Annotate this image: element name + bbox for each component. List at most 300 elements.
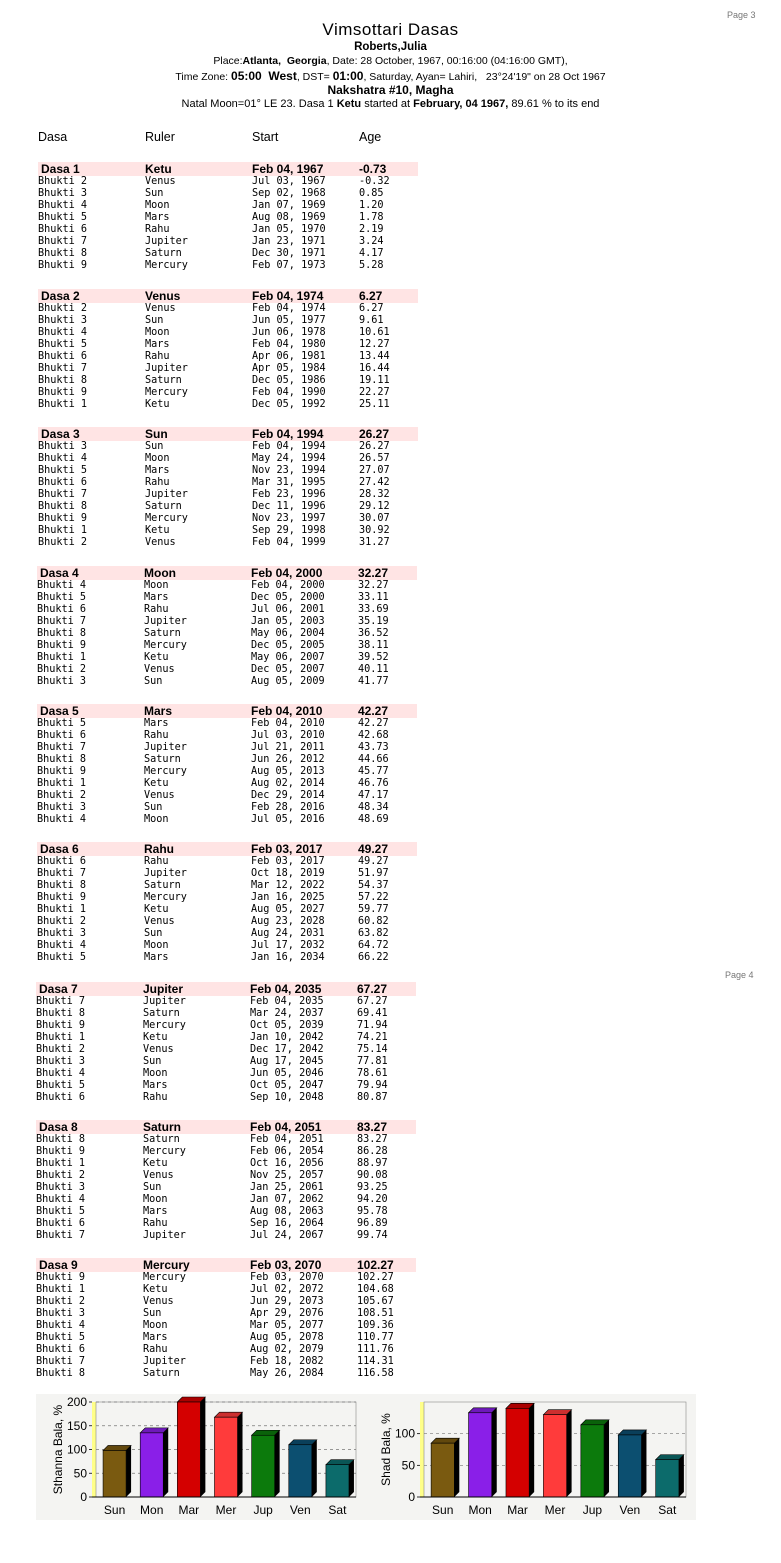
bar-side xyxy=(200,1397,205,1497)
bhukti-start: May 24, 1994 xyxy=(252,453,326,464)
bhukti-label: Bhukti 1 xyxy=(37,904,87,915)
bhukti-ruler: Sun xyxy=(144,802,163,813)
bhukti-age: 116.58 xyxy=(357,1368,394,1379)
col-header-start: Start xyxy=(252,130,279,144)
bhukti-age: 59.77 xyxy=(358,904,389,915)
dasa-ruler: Moon xyxy=(144,566,176,580)
bhukti-label: Bhukti 7 xyxy=(37,868,87,879)
bhukti-ruler: Mercury xyxy=(143,1272,186,1283)
bhukti-label: Bhukti 3 xyxy=(37,676,87,687)
bhukti-ruler: Rahu xyxy=(144,856,169,867)
bhukti-label: Bhukti 5 xyxy=(37,718,87,729)
bhukti-label: Bhukti 3 xyxy=(38,315,88,326)
bhukti-ruler: Moon xyxy=(144,940,169,951)
bhukti-ruler: Ketu xyxy=(143,1158,168,1169)
nakshatra-line: Nakshatra #10, Magha xyxy=(327,83,454,97)
bhukti-row xyxy=(38,303,418,315)
bhukti-start: Feb 04, 1980 xyxy=(252,339,326,350)
x-tick-label: Mon xyxy=(468,1503,492,1517)
bhukti-age: 26.57 xyxy=(359,453,390,464)
bhukti-ruler: Rahu xyxy=(143,1092,168,1103)
bhukti-age: 28.32 xyxy=(359,489,390,500)
bhukti-start: Mar 31, 1995 xyxy=(252,477,326,488)
timezone-line xyxy=(0,69,781,83)
bhukti-ruler: Saturn xyxy=(145,248,182,259)
bar-front xyxy=(289,1445,312,1497)
bhukti-row xyxy=(38,489,418,501)
bhukti-start: Feb 04, 1994 xyxy=(252,441,326,452)
bhukti-ruler: Mars xyxy=(144,952,169,963)
bhukti-age: 57.22 xyxy=(358,892,389,903)
bhukti-row xyxy=(36,1206,416,1218)
bhukti-row xyxy=(37,904,417,916)
bhukti-label: Bhukti 6 xyxy=(38,224,88,235)
bhukti-row xyxy=(38,260,418,272)
bhukti-age: 19.11 xyxy=(359,375,390,386)
dasa-age: 32.27 xyxy=(358,566,389,580)
bar-top xyxy=(252,1430,280,1435)
dasa-label: Dasa 6 xyxy=(40,842,79,856)
bar-side xyxy=(679,1455,684,1497)
bar-sun xyxy=(103,1445,131,1497)
bhukti-start: Feb 23, 1996 xyxy=(252,489,326,500)
bhukti-ruler: Venus xyxy=(145,303,176,314)
dasa-block xyxy=(38,162,418,272)
bhukti-row xyxy=(36,1032,416,1044)
x-tick-label: Sat xyxy=(328,1503,347,1517)
bhukti-label: Bhukti 8 xyxy=(36,1368,86,1379)
bhukti-start: Aug 17, 2045 xyxy=(250,1056,324,1067)
bhukti-label: Bhukti 4 xyxy=(38,200,88,211)
bhukti-start: Jan 05, 1970 xyxy=(252,224,326,235)
dasa-age: 83.27 xyxy=(357,1120,388,1134)
bhukti-row xyxy=(38,363,418,375)
bhukti-row xyxy=(38,212,418,224)
bhukti-age: 64.72 xyxy=(358,940,389,951)
dasa-ruler: Jupiter xyxy=(143,982,184,996)
dst-label: , DST= xyxy=(296,71,333,83)
bar-jup xyxy=(581,1420,609,1497)
bhukti-label: Bhukti 6 xyxy=(36,1218,86,1229)
col-header-age: Age xyxy=(359,130,382,144)
bhukti-age: 60.82 xyxy=(358,916,389,927)
bhukti-ruler: Sun xyxy=(143,1182,162,1193)
bhukti-row xyxy=(36,1296,416,1308)
col-header-dasa: Dasa xyxy=(38,130,68,144)
dasa-label: Dasa 9 xyxy=(39,1258,78,1272)
y-tick-label: 200 xyxy=(66,1395,87,1409)
bhukti-start: Feb 04, 2035 xyxy=(250,996,324,1007)
bhukti-label: Bhukti 6 xyxy=(37,856,87,867)
bhukti-row xyxy=(36,1092,416,1104)
bhukti-ruler: Moon xyxy=(143,1068,168,1079)
bar-sat xyxy=(656,1455,684,1497)
bhukti-row xyxy=(37,802,417,814)
bhukti-age: 32.27 xyxy=(358,580,389,591)
bhukti-label: Bhukti 4 xyxy=(36,1068,86,1079)
bhukti-ruler: Mars xyxy=(144,592,169,603)
bar-side xyxy=(163,1428,168,1497)
dasa-label: Dasa 7 xyxy=(39,982,78,996)
bhukti-label: Bhukti 2 xyxy=(37,916,87,927)
bhukti-start: Feb 07, 1973 xyxy=(252,260,326,271)
bhukti-ruler: Jupiter xyxy=(144,742,187,753)
bhukti-ruler: Venus xyxy=(145,537,176,548)
dasa-ruler: Venus xyxy=(145,289,181,303)
bar-top xyxy=(177,1397,205,1402)
bhukti-age: 3.24 xyxy=(359,236,384,247)
bhukti-ruler: Mercury xyxy=(144,640,187,651)
bhukti-label: Bhukti 9 xyxy=(37,640,87,651)
page-number-mid: Page 4 xyxy=(725,970,754,980)
bhukti-age: 33.11 xyxy=(358,592,389,603)
bhukti-ruler: Venus xyxy=(143,1170,174,1181)
bhukti-label: Bhukti 5 xyxy=(36,1332,86,1343)
bhukti-ruler: Ketu xyxy=(144,778,169,789)
bhukti-label: Bhukti 5 xyxy=(38,465,88,476)
bhukti-start: Dec 05, 2000 xyxy=(251,592,325,603)
bhukti-age: 63.82 xyxy=(358,928,389,939)
bhukti-age: 12.27 xyxy=(359,339,390,350)
bar-top xyxy=(103,1445,131,1450)
bhukti-ruler: Mars xyxy=(145,212,170,223)
bhukti-start: Jul 03, 2010 xyxy=(251,730,325,741)
bhukti-age: 9.61 xyxy=(359,315,384,326)
bhukti-ruler: Rahu xyxy=(145,224,170,235)
bhukti-label: Bhukti 3 xyxy=(36,1182,86,1193)
bhukti-start: Jul 21, 2011 xyxy=(251,742,325,753)
bar-top xyxy=(543,1410,571,1415)
bar-front xyxy=(581,1425,604,1497)
bhukti-row xyxy=(38,200,418,212)
bhukti-start: Mar 24, 2037 xyxy=(250,1008,324,1019)
bhukti-row xyxy=(36,1230,416,1242)
bhukti-age: 77.81 xyxy=(357,1056,388,1067)
dasa-ruler: Mars xyxy=(144,704,173,718)
bar-top xyxy=(469,1408,497,1413)
bhukti-start: Feb 04, 2010 xyxy=(251,718,325,729)
bhukti-row xyxy=(36,996,416,1008)
dasa-age: 42.27 xyxy=(358,704,389,718)
bhukti-ruler: Sun xyxy=(145,441,164,452)
bhukti-label: Bhukti 2 xyxy=(37,790,87,801)
bhukti-row xyxy=(37,928,417,940)
bhukti-label: Bhukti 6 xyxy=(37,604,87,615)
bhukti-label: Bhukti 3 xyxy=(36,1056,86,1067)
x-tick-label: Sun xyxy=(103,1503,126,1517)
bhukti-age: 42.68 xyxy=(358,730,389,741)
bhukti-row xyxy=(38,176,418,188)
dasa-header-row xyxy=(36,1120,416,1134)
bhukti-age: 27.42 xyxy=(359,477,390,488)
bhukti-row xyxy=(37,766,417,778)
bhukti-start: Dec 29, 2014 xyxy=(251,790,325,801)
bhukti-ruler: Jupiter xyxy=(144,616,187,627)
bhukti-age: 49.27 xyxy=(358,856,389,867)
bhukti-age: 96.89 xyxy=(357,1218,388,1229)
bhukti-start: Apr 29, 2076 xyxy=(250,1308,324,1319)
dasa-label: Dasa 1 xyxy=(41,162,80,176)
bhukti-age: 93.25 xyxy=(357,1182,388,1193)
bar-side xyxy=(275,1430,280,1497)
bhukti-label: Bhukti 2 xyxy=(38,176,88,187)
bhukti-ruler: Mars xyxy=(145,465,170,476)
bhukti-row xyxy=(36,1080,416,1092)
bhukti-ruler: Ketu xyxy=(145,525,170,536)
bhukti-start: Jun 29, 2073 xyxy=(250,1296,324,1307)
bhukti-label: Bhukti 5 xyxy=(37,952,87,963)
bhukti-ruler: Rahu xyxy=(145,477,170,488)
natal-c: started at xyxy=(361,98,414,110)
bhukti-start: Feb 04, 1974 xyxy=(252,303,326,314)
x-tick-label: Mer xyxy=(215,1503,237,1517)
bhukti-row xyxy=(36,1008,416,1020)
bhukti-label: Bhukti 7 xyxy=(36,1230,86,1241)
bhukti-age: 6.27 xyxy=(359,303,384,314)
x-tick-label: Mar xyxy=(507,1503,528,1517)
bhukti-row xyxy=(37,616,417,628)
bar-front xyxy=(103,1450,126,1497)
y-tick-label: 50 xyxy=(73,1466,87,1481)
bhukti-age: 42.27 xyxy=(358,718,389,729)
bhukti-age: 2.19 xyxy=(359,224,384,235)
bhukti-ruler: Sun xyxy=(143,1308,162,1319)
bhukti-start: Oct 05, 2039 xyxy=(250,1020,324,1031)
bhukti-start: May 26, 2084 xyxy=(250,1368,324,1379)
dasa-label: Dasa 3 xyxy=(41,427,80,441)
bhukti-age: 44.66 xyxy=(358,754,389,765)
bhukti-start: Jan 23, 1971 xyxy=(252,236,326,247)
bar-front xyxy=(214,1417,237,1497)
bhukti-age: 114.31 xyxy=(357,1356,394,1367)
bhukti-age: 10.61 xyxy=(359,327,390,338)
bhukti-ruler: Moon xyxy=(143,1194,168,1205)
bhukti-label: Bhukti 2 xyxy=(36,1296,86,1307)
y-tick-label: 100 xyxy=(394,1426,415,1441)
bhukti-age: 83.27 xyxy=(357,1134,388,1145)
bhukti-age: 102.27 xyxy=(357,1272,394,1283)
dasa-age: 67.27 xyxy=(357,982,388,996)
bhukti-start: Sep 16, 2064 xyxy=(250,1218,324,1229)
dasa-start: Feb 03, 2070 xyxy=(250,1258,322,1272)
bar-side xyxy=(126,1445,131,1497)
bar-ven xyxy=(289,1440,317,1497)
bhukti-start: May 06, 2004 xyxy=(251,628,325,639)
bhukti-label: Bhukti 5 xyxy=(36,1206,86,1217)
bhukti-age: 99.74 xyxy=(357,1230,388,1241)
bhukti-ruler: Moon xyxy=(145,200,170,211)
bhukti-ruler: Mars xyxy=(144,718,169,729)
bhukti-row xyxy=(36,1134,416,1146)
bhukti-label: Bhukti 8 xyxy=(38,501,88,512)
bhukti-ruler: Ketu xyxy=(145,399,170,410)
bhukti-label: Bhukti 5 xyxy=(38,339,88,350)
bhukti-label: Bhukti 5 xyxy=(36,1080,86,1091)
bar-side xyxy=(492,1408,497,1497)
person-name: Roberts,Julia xyxy=(354,41,427,53)
bhukti-label: Bhukti 4 xyxy=(37,940,87,951)
bar-side xyxy=(567,1410,572,1497)
bhukti-row xyxy=(37,640,417,652)
bhukti-ruler: Ketu xyxy=(143,1284,168,1295)
bhukti-label: Bhukti 9 xyxy=(38,260,88,271)
bhukti-row xyxy=(37,652,417,664)
x-tick-label: Ven xyxy=(619,1503,641,1517)
bhukti-age: 43.73 xyxy=(358,742,389,753)
bhukti-label: Bhukti 7 xyxy=(38,363,88,374)
natal-b: Ketu xyxy=(336,98,362,110)
bhukti-start: Feb 04, 1999 xyxy=(252,537,326,548)
bhukti-row xyxy=(38,315,418,327)
bhukti-ruler: Venus xyxy=(143,1296,174,1307)
dasa-age: 26.27 xyxy=(359,427,390,441)
bhukti-row xyxy=(38,465,418,477)
bhukti-label: Bhukti 4 xyxy=(37,580,87,591)
bhukti-ruler: Rahu xyxy=(143,1344,168,1355)
bhukti-start: Aug 05, 2078 xyxy=(250,1332,324,1343)
bhukti-age: 54.37 xyxy=(358,880,389,891)
dasa-start: Feb 04, 2035 xyxy=(250,982,322,996)
bhukti-start: Aug 08, 2063 xyxy=(250,1206,324,1217)
bhukti-row xyxy=(37,592,417,604)
bhukti-start: Sep 29, 1998 xyxy=(252,525,326,536)
bhukti-age: 86.28 xyxy=(357,1146,388,1157)
bhukti-row xyxy=(37,718,417,730)
bhukti-label: Bhukti 9 xyxy=(37,766,87,777)
bhukti-ruler: Saturn xyxy=(143,1008,180,1019)
bar-mar xyxy=(177,1397,205,1497)
bhukti-ruler: Sun xyxy=(144,676,163,687)
bhukti-start: Dec 17, 2042 xyxy=(250,1044,324,1055)
x-tick-label: Ven xyxy=(289,1503,311,1517)
bhukti-label: Bhukti 1 xyxy=(36,1032,86,1043)
bhukti-label: Bhukti 9 xyxy=(38,513,88,524)
bar-front xyxy=(543,1415,566,1497)
dasa-block xyxy=(37,842,417,964)
bhukti-label: Bhukti 2 xyxy=(36,1044,86,1055)
bhukti-age: 1.78 xyxy=(359,212,384,223)
bhukti-row xyxy=(37,676,417,688)
y-axis-label: Shad Bala, % xyxy=(379,1413,393,1486)
dasa-label: Dasa 2 xyxy=(41,289,80,303)
bhukti-ruler: Sun xyxy=(144,928,163,939)
natal-a: Natal Moon=01° LE 23. Dasa 1 xyxy=(181,98,337,110)
bhukti-age: -0.32 xyxy=(359,176,390,187)
bhukti-age: 78.61 xyxy=(357,1068,388,1079)
bhukti-age: 36.52 xyxy=(358,628,389,639)
dasa-start: Feb 04, 1974 xyxy=(252,289,324,303)
dasa-label: Dasa 8 xyxy=(39,1120,78,1134)
bhukti-start: Jun 26, 2012 xyxy=(251,754,325,765)
bar-top xyxy=(431,1438,459,1443)
bar-mer xyxy=(214,1412,242,1497)
bhukti-start: Feb 03, 2070 xyxy=(250,1272,324,1283)
bhukti-age: 105.67 xyxy=(357,1296,394,1307)
tz-label: Time Zone: xyxy=(175,71,232,83)
bhukti-row xyxy=(38,339,418,351)
bhukti-label: Bhukti 6 xyxy=(37,730,87,741)
bhukti-row xyxy=(36,1218,416,1230)
bhukti-ruler: Saturn xyxy=(144,628,181,639)
dasa-age: 6.27 xyxy=(359,289,383,303)
bhukti-age: 41.77 xyxy=(358,676,389,687)
bhukti-label: Bhukti 7 xyxy=(36,996,86,1007)
bhukti-label: Bhukti 5 xyxy=(38,212,88,223)
bhukti-ruler: Rahu xyxy=(145,351,170,362)
bhukti-ruler: Sun xyxy=(145,315,164,326)
bhukti-row xyxy=(37,868,417,880)
bar-side xyxy=(604,1420,609,1497)
bhukti-row xyxy=(36,1182,416,1194)
bhukti-age: 45.77 xyxy=(358,766,389,777)
bhukti-start: Jan 16, 2034 xyxy=(251,952,325,963)
bhukti-age: 109.36 xyxy=(357,1320,394,1331)
bhukti-row xyxy=(37,952,417,964)
bar-sun xyxy=(431,1438,459,1497)
bhukti-label: Bhukti 8 xyxy=(37,880,87,891)
dasa-start: Feb 04, 2010 xyxy=(251,704,323,718)
dasa-ruler: Mercury xyxy=(143,1258,190,1272)
dasa-block xyxy=(36,982,416,1104)
bhukti-start: Mar 12, 2022 xyxy=(251,880,325,891)
bar-top xyxy=(214,1412,242,1417)
bhukti-ruler: Jupiter xyxy=(145,489,188,500)
bhukti-label: Bhukti 3 xyxy=(37,802,87,813)
bhukti-label: Bhukti 4 xyxy=(37,814,87,825)
bhukti-start: Jul 06, 2001 xyxy=(251,604,325,615)
bar-side xyxy=(454,1438,459,1497)
bhukti-row xyxy=(36,1332,416,1344)
bhukti-start: Sep 02, 1968 xyxy=(252,188,326,199)
y-axis-label: Sthanna Bala, % xyxy=(51,1404,65,1495)
bhukti-row xyxy=(38,501,418,513)
bhukti-start: Jun 05, 2046 xyxy=(250,1068,324,1079)
bhukti-start: Dec 05, 1986 xyxy=(252,375,326,386)
bhukti-age: 80.87 xyxy=(357,1092,388,1103)
bhukti-ruler: Sun xyxy=(143,1056,162,1067)
dasa-age: 49.27 xyxy=(358,842,389,856)
bhukti-start: Dec 30, 1971 xyxy=(252,248,326,259)
dasa-ruler: Ketu xyxy=(145,162,172,176)
bhukti-ruler: Jupiter xyxy=(145,236,188,247)
bhukti-row xyxy=(37,940,417,952)
bar-side xyxy=(641,1430,646,1497)
bhukti-label: Bhukti 1 xyxy=(38,399,88,410)
bhukti-start: Aug 05, 2013 xyxy=(251,766,325,777)
bhukti-ruler: Venus xyxy=(143,1044,174,1055)
bhukti-age: 90.08 xyxy=(357,1170,388,1181)
bhukti-row xyxy=(37,814,417,826)
bar-front xyxy=(326,1465,349,1497)
bar-front xyxy=(252,1435,275,1497)
dasa-start: Feb 03, 2017 xyxy=(251,842,323,856)
bhukti-start: Aug 02, 2079 xyxy=(250,1344,324,1355)
bhukti-row xyxy=(36,1158,416,1170)
bar-top xyxy=(506,1403,534,1408)
bhukti-label: Bhukti 1 xyxy=(36,1284,86,1295)
bhukti-row xyxy=(36,1194,416,1206)
bhukti-age: 39.52 xyxy=(358,652,389,663)
dasa-start: Feb 04, 2051 xyxy=(250,1120,322,1134)
bar-mon xyxy=(469,1408,497,1497)
bhukti-ruler: Mercury xyxy=(143,1146,186,1157)
bhukti-ruler: Rahu xyxy=(144,730,169,741)
bhukti-row xyxy=(38,351,418,363)
natal-d: February, 04 1967, xyxy=(413,98,509,110)
bhukti-start: Oct 18, 2019 xyxy=(251,868,325,879)
bhukti-age: 35.19 xyxy=(358,616,389,627)
bhukti-start: Feb 28, 2016 xyxy=(251,802,325,813)
